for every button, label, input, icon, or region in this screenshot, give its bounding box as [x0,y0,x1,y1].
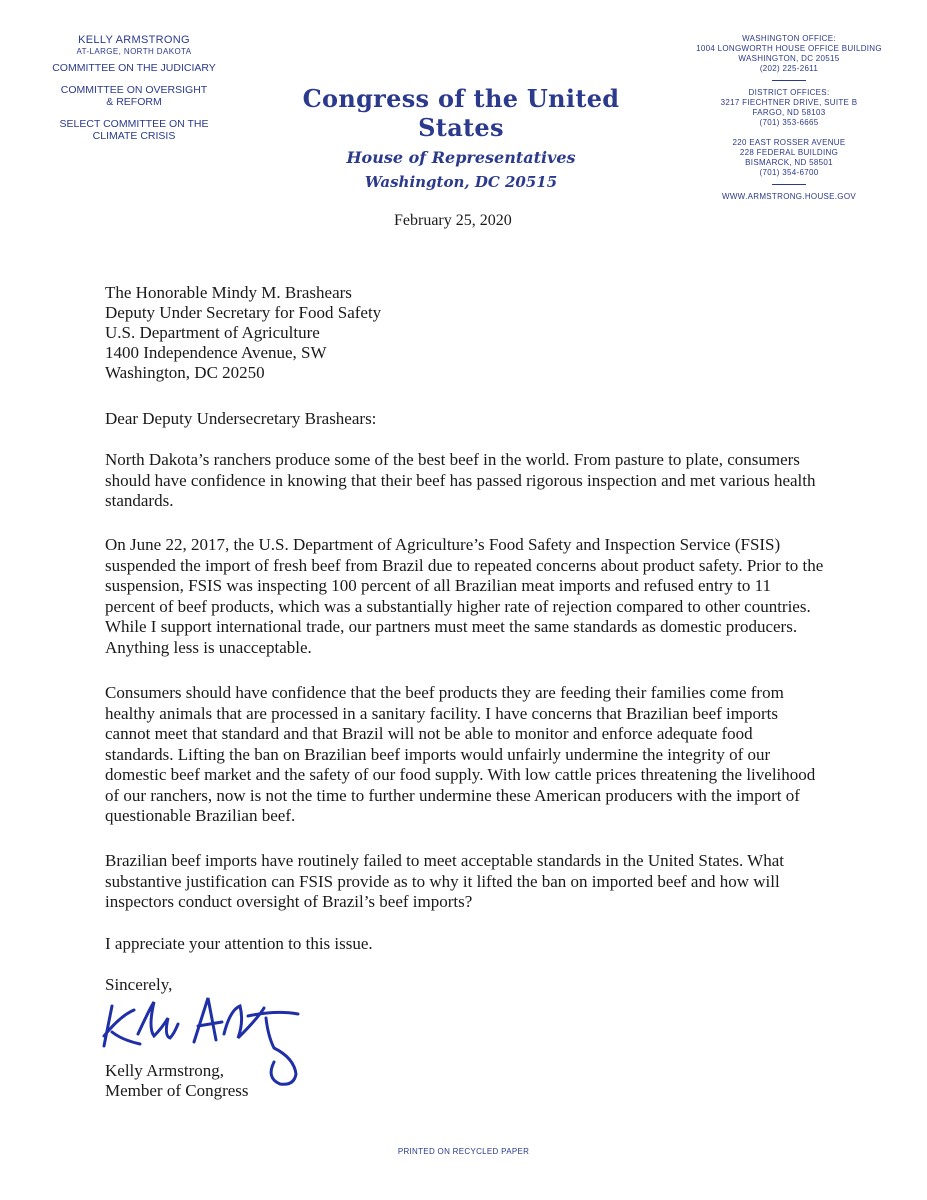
dc-office-line1: 1004 LONGWORTH HOUSE OFFICE BUILDING [696,44,882,53]
body-paragraph: Consumers should have confidence that the beef products they are feeding their families come from healthy animals that are processed in a sanitary facility. I have concerns that Brazilian beef imports cannot meet that standard and that Brazil will not be able to monitor and enforce adequate food standards. Lifting the ban on Brazilian beef imports would unfairly undermine the integrity of our domestic beef market and the safety of our food supply. With low cattle prices threatening the livelihood of our ranchers, now is not the time to further undermine these American producers with the import of questionable Brazilian beef. [105,683,816,825]
salutation: Dear Deputy Undersecretary Brashears: [105,409,377,428]
fargo-phone: (701) 353-6665 [759,118,819,127]
recipient-line: U.S. Department of Agriculture [105,323,320,342]
body-paragraph: North Dakota’s ranchers produce some of the best beef in the world. From pasture to plate, consumers should have confidence in knowing that their beef has passed rigorous inspection and met various health standards. [105,450,816,510]
signer-name: Kelly Armstrong, [105,1061,224,1080]
member-name: KELLY ARMSTRONG [78,34,190,46]
recipient-line: The Honorable Mindy M. Brashears [105,283,352,302]
footer-recycled: PRINTED ON RECYCLED PAPER [397,1147,530,1156]
committee-oversight: COMMITTEE ON OVERSIGHT & REFORM [60,84,208,108]
divider [772,80,806,81]
recipient-address [105,283,381,383]
divider [772,184,806,185]
recipient-line: Washington, DC 20250 [105,363,265,382]
body-paragraph: I appreciate your attention to this issue. [105,934,373,953]
dc-office-label: WASHINGTON OFFICE: [742,34,836,43]
bismarck-line2: 228 FEDERAL BUILDING [739,148,839,157]
letterhead [260,84,662,191]
website-link[interactable]: WWW.ARMSTRONG.HOUSE.GOV [721,192,856,201]
dc-office-phone: (202) 225-2611 [759,64,819,73]
recipient-line: Deputy Under Secretary for Food Safety [105,303,382,322]
letter-date: February 25, 2020 [394,212,512,229]
body-paragraph: Brazilian beef imports have routinely failed to meet acceptable standards in the United States. What substantive justification can FSIS provide as to why it lifted the ban on imported beef and how will inspectors conduct oversight of Brazil’s beef imports? [105,851,784,911]
bismarck-line3: BISMARCK, ND 58501 [745,158,833,167]
district-offices-label: DISTRICT OFFICES: [748,88,830,97]
letterhead-congress: Congress of the United States [302,84,620,142]
letterhead-city: Washington, DC 20515 [364,173,558,191]
bismarck-line1: 220 EAST ROSSER AVENUE [732,138,846,147]
letterhead-house: House of Representatives [346,148,576,167]
committee-judiciary: COMMITTEE ON THE JUDICIARY [52,62,216,74]
member-info-block [36,34,232,142]
fargo-line2: FARGO, ND 58103 [752,108,826,117]
signer-title: Member of Congress [105,1081,249,1100]
bismarck-phone: (701) 354-6700 [759,168,819,177]
body-paragraph: On June 22, 2017, the U.S. Department of Agriculture’s Food Safety and Inspection Service (FSIS) suspended the import of fresh beef from Brazil due to repeated concerns about product safety. Prior to the suspension, FSIS was inspecting 100 percent of all Brazilian meat imports and refused entry to 11 percent of beef products, which was a substantially higher rate of rejection compared to other countries. While I support international trade, our partners must meet the same standards as domestic producers. Anything less is unacceptable. [105,535,824,657]
dc-office-line2: WASHINGTON, DC 20515 [738,54,840,63]
office-info-block [696,34,882,202]
recipient-line: 1400 Independence Avenue, SW [105,343,327,362]
signer-block [105,1061,249,1101]
fargo-line1: 3217 FIECHTNER DRIVE, SUITE B [720,98,858,107]
committee-climate: SELECT COMMITTEE ON THE CLIMATE CRISIS [59,118,209,142]
member-district: AT-LARGE, NORTH DAKOTA [76,47,192,56]
closing: Sincerely, [105,975,173,994]
